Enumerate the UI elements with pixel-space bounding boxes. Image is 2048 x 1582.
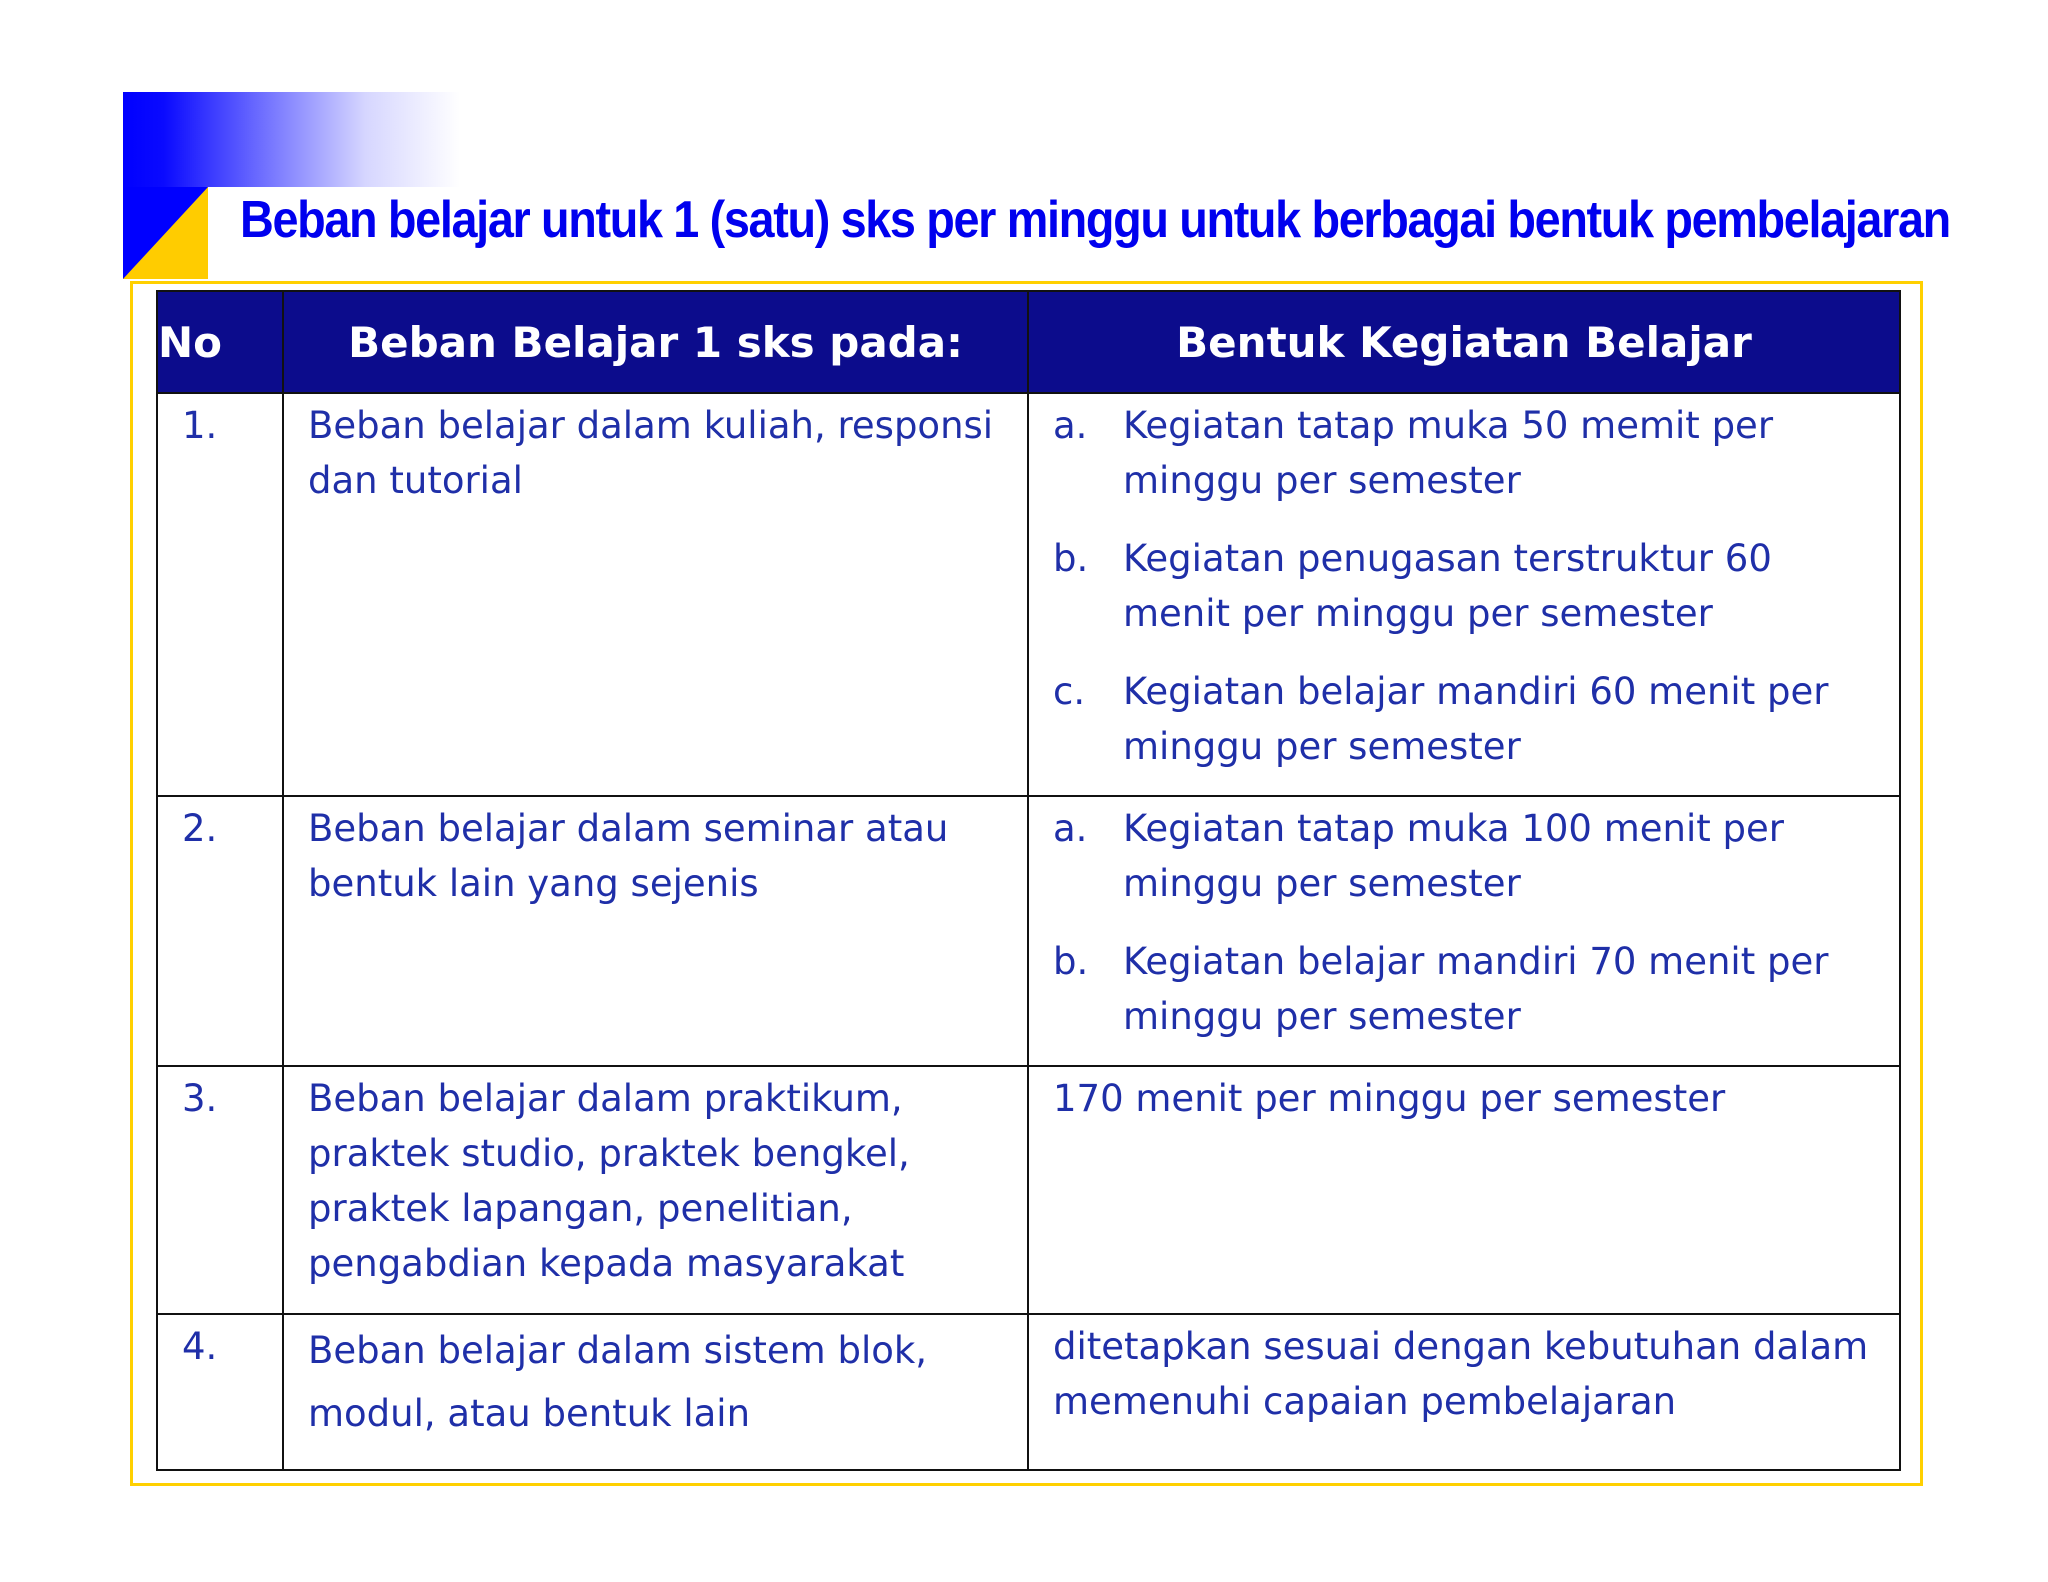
table-header-row xyxy=(157,291,1900,393)
header-activity-form: Bentuk Kegiatan Belajar xyxy=(1028,291,1900,393)
row-number: 1. xyxy=(157,393,283,796)
activity-cell: 170 menit per minggu per semester xyxy=(1028,1066,1900,1314)
table-row xyxy=(157,393,1900,796)
table-row xyxy=(157,796,1900,1066)
title-accent-gradient xyxy=(123,92,460,187)
activity-text: Kegiatan belajar mandiri 60 menit per minggu per semester xyxy=(1123,670,1829,768)
activity-cell xyxy=(1028,393,1900,796)
credit-load-table xyxy=(156,290,1901,1471)
activity-text: Kegiatan belajar mandiri 70 menit per minggu per semester xyxy=(1123,940,1829,1038)
activity-item xyxy=(1053,801,1875,911)
slide-title: Beban belajar untuk 1 (satu) sks per minggu untuk berbagai bentuk pembelajaran xyxy=(240,191,1950,249)
activity-item xyxy=(1053,664,1875,774)
study-load-cell: Beban belajar dalam kuliah, responsi dan tutorial xyxy=(283,393,1028,796)
study-load-cell: Beban belajar dalam praktikum, praktek studio, praktek bengkel, praktek lapangan, penelitian, pengabdian kepada masyarakat xyxy=(283,1066,1028,1314)
activity-marker: c. xyxy=(1053,670,1086,713)
header-no: No xyxy=(157,291,283,393)
row-number: 2. xyxy=(157,796,283,1066)
table-row xyxy=(157,1314,1900,1470)
activity-marker: a. xyxy=(1053,404,1088,447)
activity-cell xyxy=(1028,796,1900,1066)
activity-text: Kegiatan tatap muka 100 menit per minggu per semester xyxy=(1123,807,1784,905)
table-row xyxy=(157,1066,1900,1314)
activity-item xyxy=(1053,934,1875,1044)
activity-text: Kegiatan tatap muka 50 memit per minggu per semester xyxy=(1123,404,1774,502)
activity-marker: a. xyxy=(1053,807,1088,850)
activity-marker: b. xyxy=(1053,537,1089,580)
activity-item xyxy=(1053,531,1875,641)
activity-cell: ditetapkan sesuai dengan kebutuhan dalam memenuhi capaian pembelajaran xyxy=(1028,1314,1900,1470)
row-number: 4. xyxy=(157,1314,283,1470)
activity-item xyxy=(1053,398,1875,508)
study-load-cell: Beban belajar dalam seminar atau bentuk lain yang sejenis xyxy=(283,796,1028,1066)
study-load-cell: Beban belajar dalam sistem blok, modul, atau bentuk lain xyxy=(283,1314,1028,1470)
row-number: 3. xyxy=(157,1066,283,1314)
activity-text: Kegiatan penugasan terstruktur 60 menit per minggu per semester xyxy=(1123,537,1772,635)
activity-marker: b. xyxy=(1053,940,1089,983)
header-study-load: Beban Belajar 1 sks pada: xyxy=(283,291,1028,393)
